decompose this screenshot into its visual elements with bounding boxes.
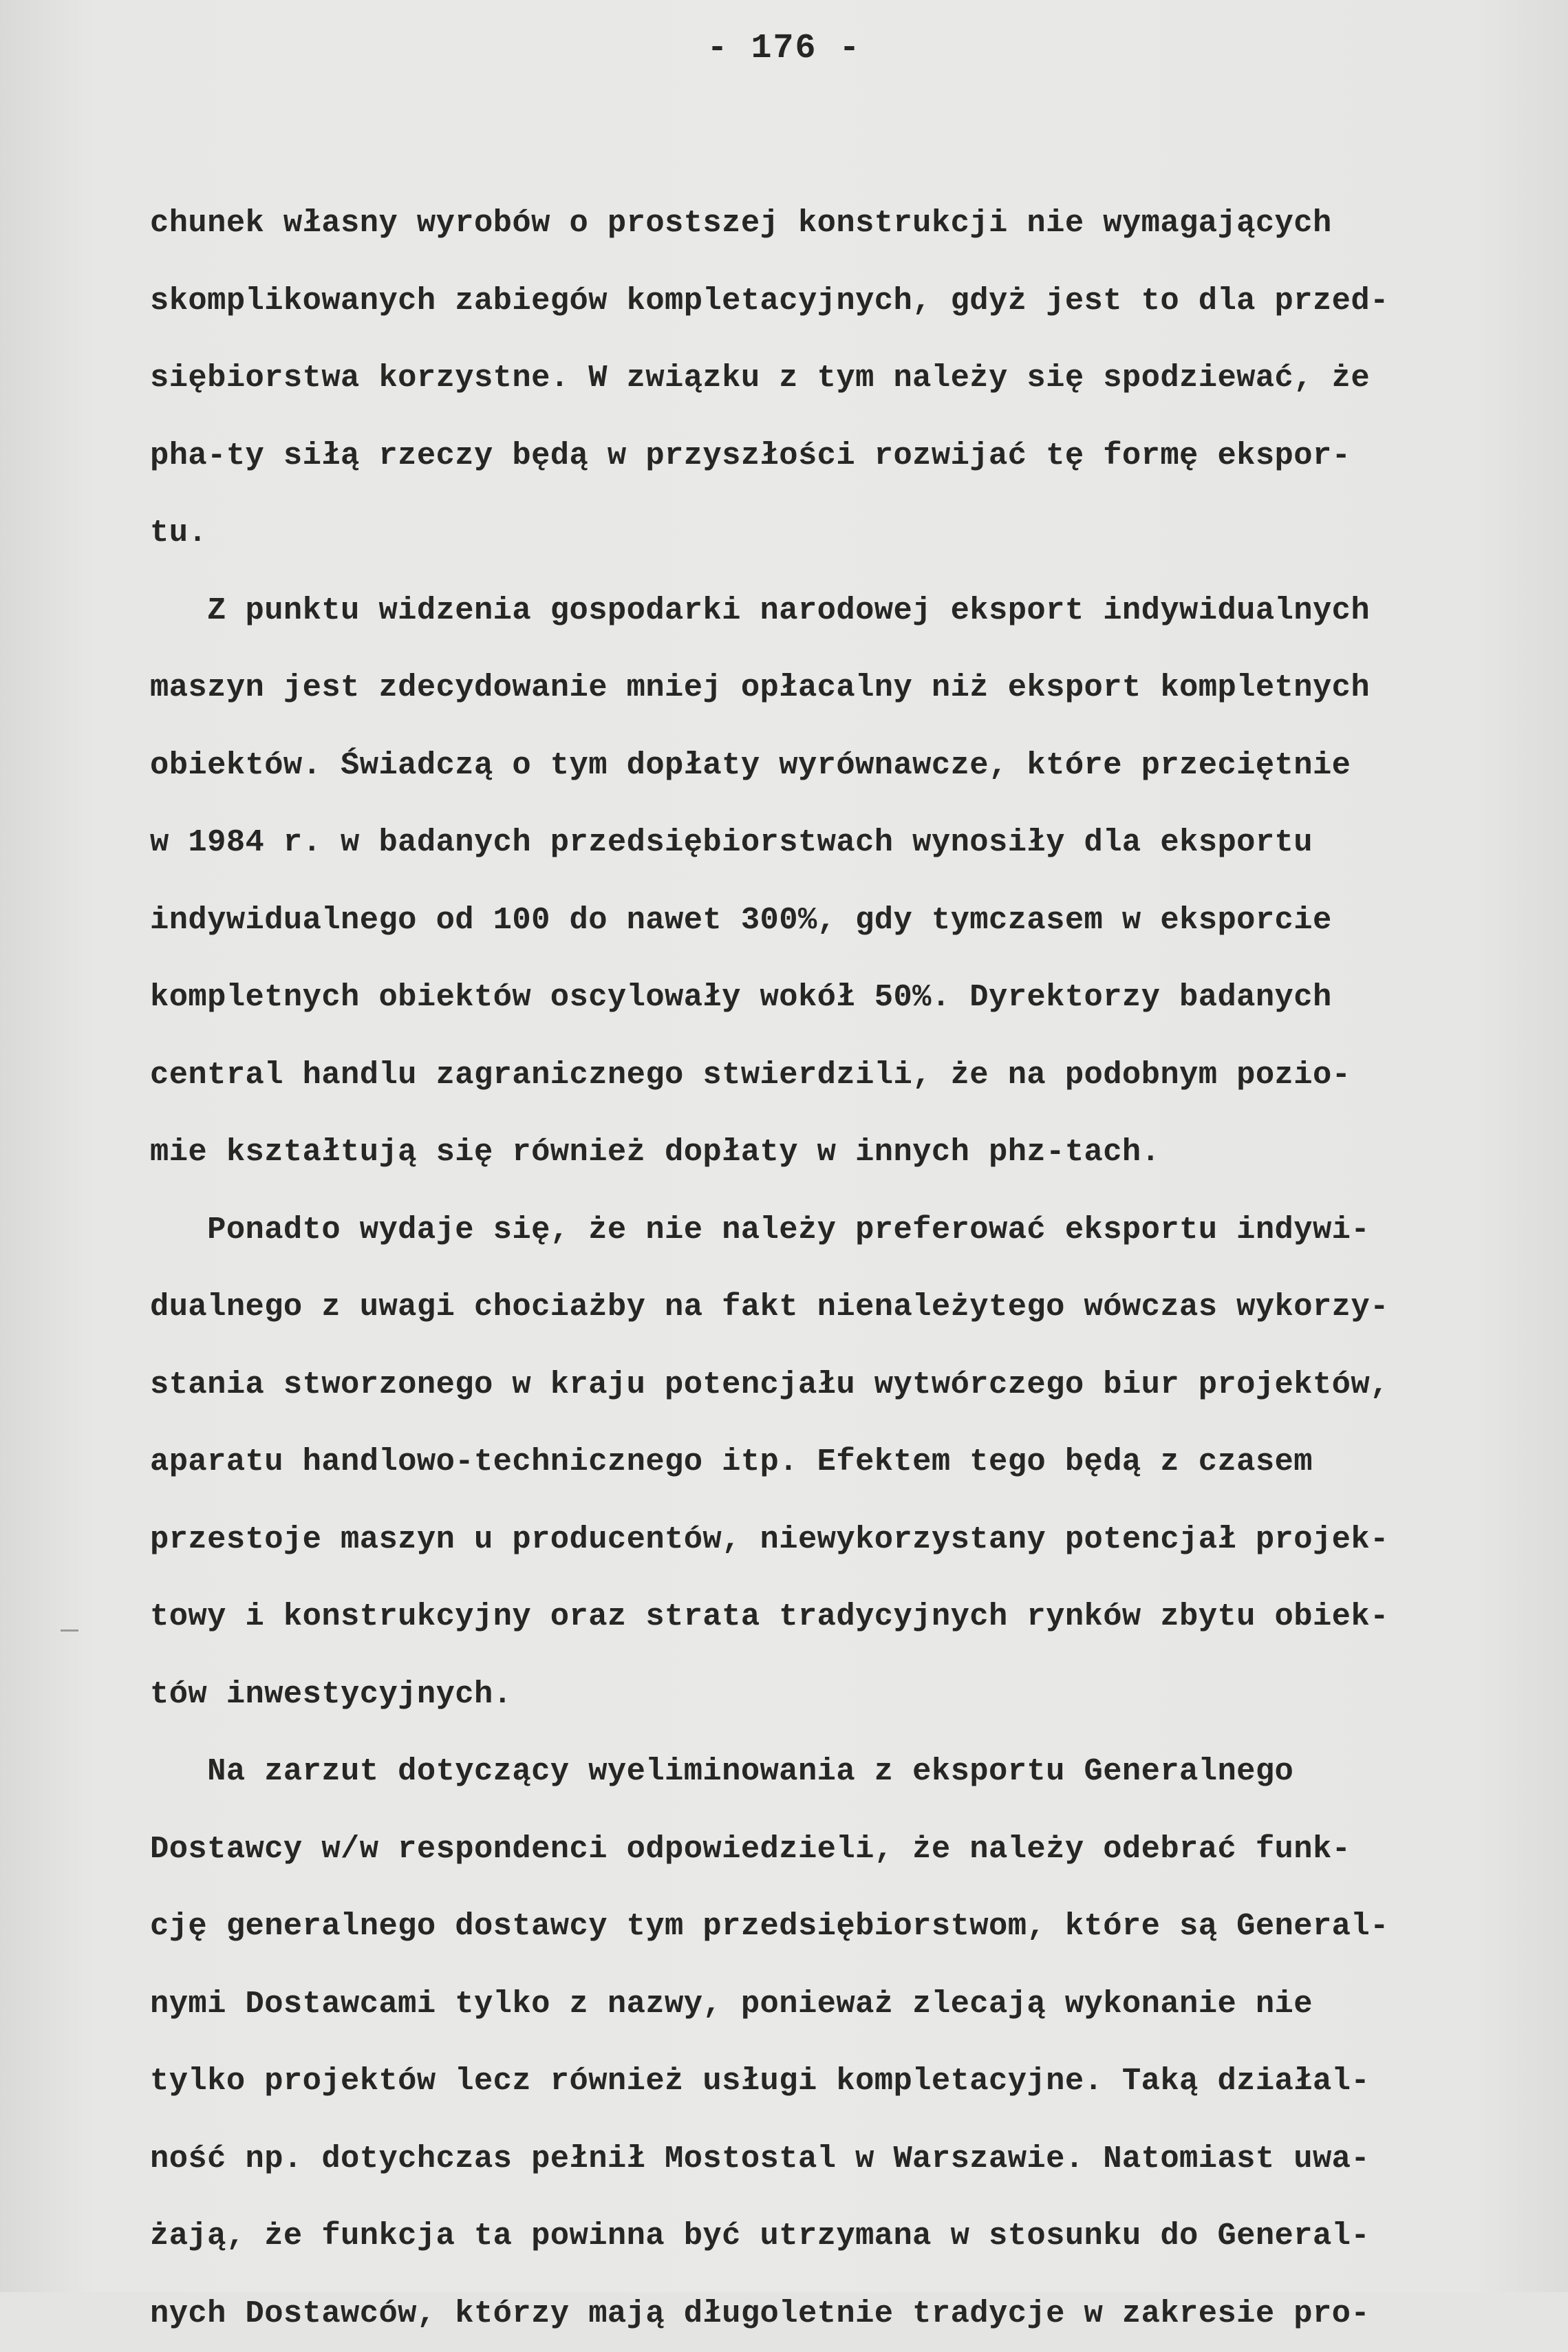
text-line: przestoje maszyn u producentów, niewykorzystany potencjał projek- — [150, 1501, 1512, 1579]
text-line: dualnego z uwagi chociażby na fakt nienależytego wówczas wykorzy- — [150, 1268, 1512, 1346]
text-line: mie kształtują się również dopłaty w innych phz-tach. — [150, 1113, 1512, 1191]
text-line: towy i konstrukcyjny oraz strata tradycyjnych rynków zbytu obiek- — [150, 1578, 1512, 1656]
text-line: siębiorstwa korzystne. W związku z tym należy się spodziewać, że — [150, 339, 1512, 417]
text-line: tów inwestycyjnych. — [150, 1656, 1512, 1733]
page-number: - 176 - — [0, 29, 1568, 68]
text-line: aparatu handlowo-technicznego itp. Efektem tego będą z czasem — [150, 1423, 1512, 1501]
text-line: kompletnych obiektów oscylowały wokół 50%. Dyrektorzy badanych — [150, 959, 1512, 1036]
text-line: nymi Dostawcami tylko z nazwy, ponieważ zlecają wykonanie nie — [150, 1965, 1512, 2043]
text-line: Ponadto wydaje się, że nie należy preferować eksportu indywi- — [150, 1191, 1512, 1269]
text-line: Dostawcy w/w respondenci odpowiedzieli, że należy odebrać funk- — [150, 1810, 1512, 1888]
text-line: tu. — [150, 494, 1512, 572]
text-line: chunek własny wyrobów o prostszej konstrukcji nie wymagających — [150, 184, 1512, 262]
body-text — [150, 184, 1512, 2352]
margin-mark — [61, 1629, 78, 1632]
text-line: tylko projektów lecz również usługi kompletacyjne. Taką działal- — [150, 2042, 1512, 2120]
text-line: pha-ty siłą rzeczy będą w przyszłości rozwijać tę formę ekspor- — [150, 417, 1512, 495]
text-line: żają, że funkcja ta powinna być utrzymana w stosunku do General- — [150, 2197, 1512, 2275]
text-line: obiektów. Świadczą o tym dopłaty wyrównawcze, które przeciętnie — [150, 727, 1512, 804]
text-line: ność np. dotychczas pełnił Mostostal w Warszawie. Natomiast uwa- — [150, 2120, 1512, 2198]
text-line: stania stworzonego w kraju potencjału wytwórczego biur projektów, — [150, 1346, 1512, 1424]
text-line: indywidualnego od 100 do nawet 300%, gdy tymczasem w eksporcie — [150, 881, 1512, 959]
text-line: cję generalnego dostawcy tym przedsiębiorstwom, które są General- — [150, 1888, 1512, 1965]
text-line: w 1984 r. w badanych przedsiębiorstwach wynosiły dla eksportu — [150, 804, 1512, 881]
text-line: Na zarzut dotyczący wyeliminowania z eksportu Generalnego — [150, 1733, 1512, 1810]
text-line: central handlu zagranicznego stwierdzili, że na podobnym pozio- — [150, 1036, 1512, 1114]
text-line: Z punktu widzenia gospodarki narodowej eksport indywidualnych — [150, 572, 1512, 650]
text-line: maszyn jest zdecydowanie mniej opłacalny niż eksport kompletnych — [150, 649, 1512, 727]
text-line: nych Dostawców, którzy mają długoletnie tradycje w zakresie pro- — [150, 2275, 1512, 2352]
text-line: skomplikowanych zabiegów kompletacyjnych, gdyż jest to dla przed- — [150, 262, 1512, 340]
